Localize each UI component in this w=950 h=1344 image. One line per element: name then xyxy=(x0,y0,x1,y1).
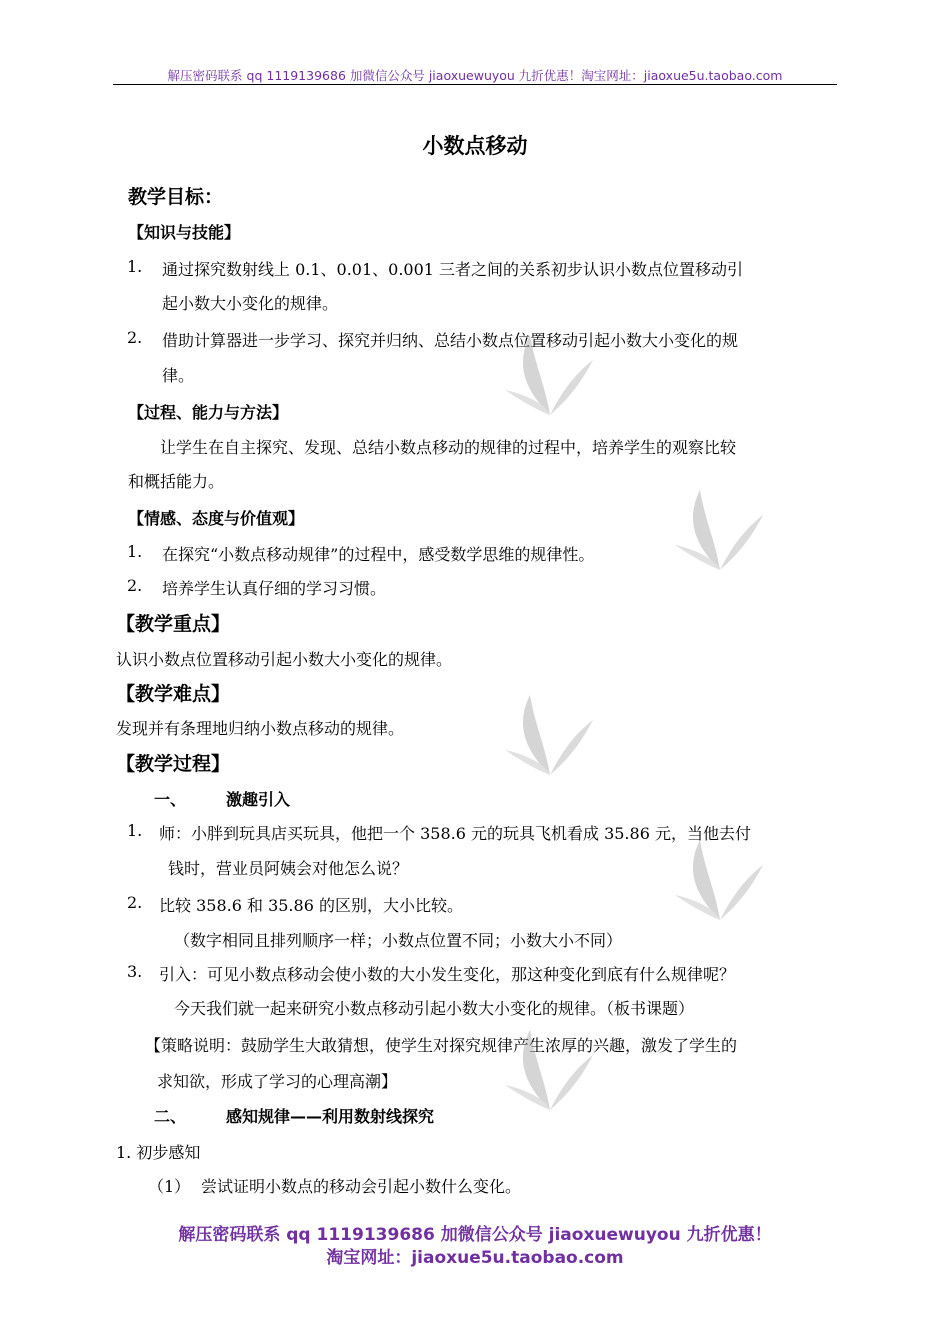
attitude-item-1-number: 1. xyxy=(127,542,143,561)
difficulty-heading: 【教学难点】 xyxy=(116,683,231,705)
watermark-logo-icon xyxy=(675,485,765,575)
procedure-item-2-line1: 比较 358.6 和 35.86 的区别，大小比较。 xyxy=(159,896,463,915)
subsection-1: 1. 初步感知 xyxy=(116,1143,201,1162)
watermark-logo-icon xyxy=(675,835,765,925)
knowledge-item-2-number: 2. xyxy=(127,328,143,347)
attitude-heading: 【情感、态度与价值观】 xyxy=(128,509,305,528)
knowledge-heading: 【知识与技能】 xyxy=(128,223,241,242)
knowledge-item-1-line2: 起小数大小变化的规律。 xyxy=(162,294,339,313)
knowledge-item-1-line1: 通过探究数射线上 0.1、0.01、0.001 三者之间的关系初步认识小数点位置移动引 xyxy=(162,260,744,279)
objectives-heading: 教学目标： xyxy=(128,186,224,208)
attitude-item-2-text: 培养学生认真仔细的学习习惯。 xyxy=(162,579,387,598)
procedure-item-3-number: 3. xyxy=(127,962,143,981)
attitude-item-2-number: 2. xyxy=(127,576,143,595)
attitude-item-1-text: 在探究“小数点移动规律”的过程中，感受数学思维的规律性。 xyxy=(162,545,595,564)
section-2-title: 感知规律——利用数射线探究 xyxy=(226,1107,435,1126)
key-point-heading: 【教学重点】 xyxy=(116,613,231,635)
section-1-title: 激趣引入 xyxy=(226,790,291,809)
subsection-1-1-number: （1） xyxy=(148,1177,191,1196)
procedure-item-1-line2: 钱时，营业员阿姨会对他怎么说？ xyxy=(168,859,409,878)
page-header: 解压密码联系 qq 1119139686 加微信公众号 jiaoxuewuyou 九折优惠！淘宝网址：jiaoxue5u.taobao.com xyxy=(167,68,783,83)
procedure-item-2-number: 2. xyxy=(127,893,143,912)
knowledge-item-1-number: 1. xyxy=(127,257,143,276)
procedure-heading: 【教学过程】 xyxy=(116,753,231,775)
strategy-note-line2: 求知欲，形成了学习的心理高潮】 xyxy=(157,1072,398,1091)
process-line1: 让学生在自主探究、发现、总结小数点移动的规律的过程中，培养学生的观察比较 xyxy=(160,438,737,457)
process-line2: 和概括能力。 xyxy=(128,472,225,491)
watermark-logo-icon xyxy=(505,690,595,780)
footer-line2: 淘宝网址：jiaoxue5u.taobao.com xyxy=(326,1248,624,1268)
procedure-item-1-line1: 师：小胖到玩具店买玩具，他把一个 358.6 元的玩具飞机看成 35.86 元，当他去付 xyxy=(159,824,751,843)
subsection-1-1-text: 尝试证明小数点的移动会引起小数什么变化。 xyxy=(201,1177,522,1196)
strategy-note-line1: 【策略说明：鼓励学生大敢猜想，使学生对探究规律产生浓厚的兴趣，激发了学生的 xyxy=(145,1036,738,1055)
footer-line1: 解压密码联系 qq 1119139686 加微信公众号 jiaoxuewuyou 九折优惠！ xyxy=(178,1225,772,1245)
procedure-item-2-line2: （数字相同且排列顺序一样；小数点位置不同；小数大小不同） xyxy=(174,931,623,950)
process-heading: 【过程、能力与方法】 xyxy=(128,403,289,422)
procedure-item-1-number: 1. xyxy=(127,821,143,840)
document-title: 小数点移动 xyxy=(422,134,528,158)
difficulty-text: 发现并有条理地归纳小数点移动的规律。 xyxy=(116,719,405,738)
section-2-number: 二、 xyxy=(154,1107,187,1126)
procedure-item-3-line1: 引入：可见小数点移动会使小数的大小发生变化，那这种变化到底有什么规律呢？ xyxy=(159,965,736,984)
knowledge-item-2-line1: 借助计算器进一步学习、探究并归纳、总结小数点位置移动引起小数大小变化的规 xyxy=(162,331,739,350)
section-1-number: 一、 xyxy=(154,790,187,809)
procedure-item-3-line2: 今天我们就一起来研究小数点移动引起小数大小变化的规律。（板书课题） xyxy=(174,999,695,1018)
key-point-text: 认识小数点位置移动引起小数大小变化的规律。 xyxy=(116,650,453,669)
header-divider xyxy=(113,84,837,85)
knowledge-item-2-line2: 律。 xyxy=(162,366,195,385)
